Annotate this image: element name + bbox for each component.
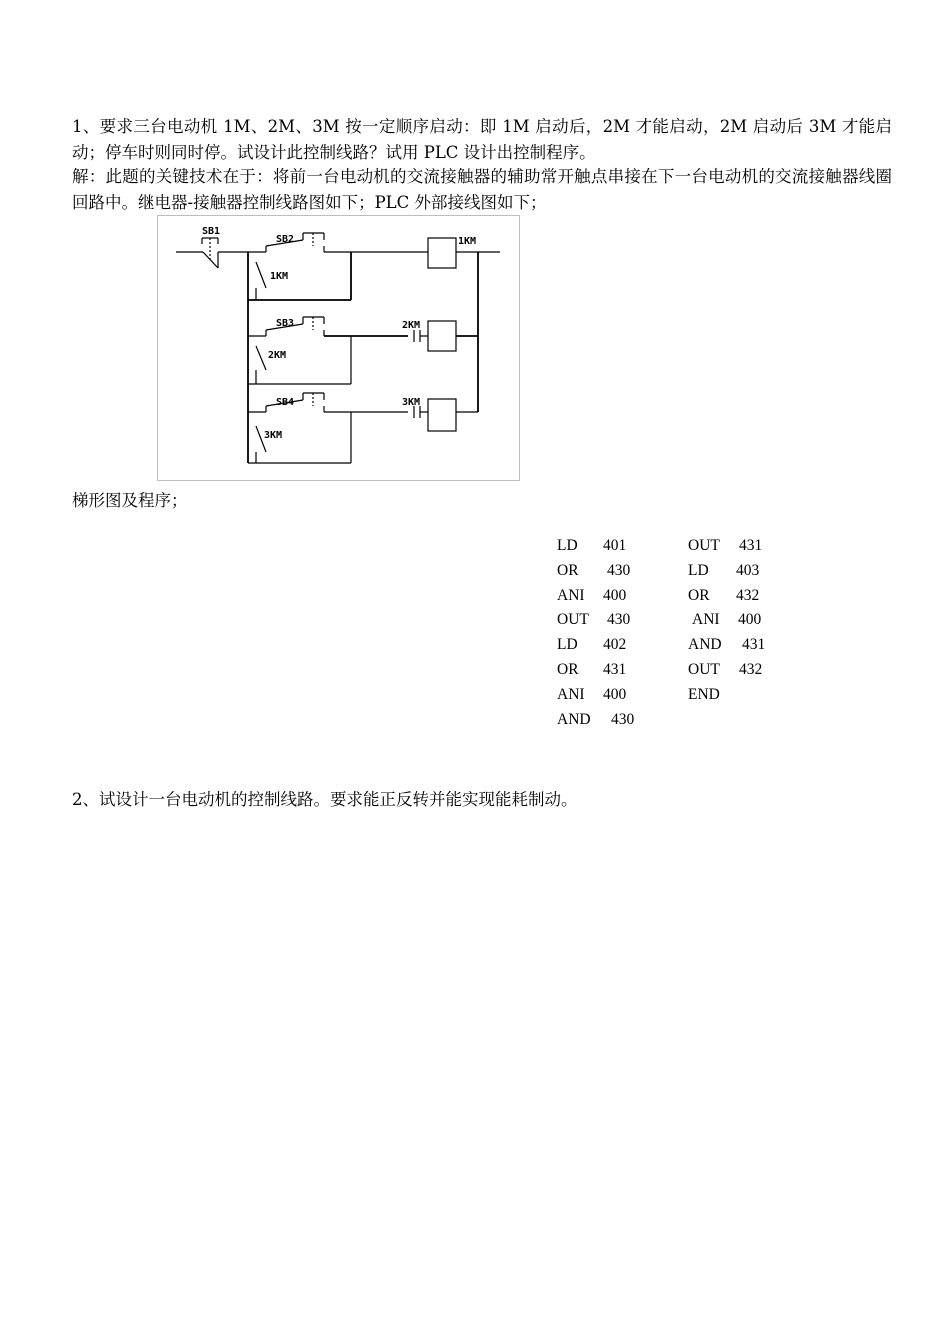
instruction-arg: 432 <box>739 660 763 678</box>
program-line <box>688 633 798 658</box>
instruction-arg: 400 <box>603 685 627 703</box>
instruction-op: OR <box>557 561 579 579</box>
km1-coil-label: 1KM <box>458 236 477 247</box>
instruction-arg: 400 <box>738 611 762 629</box>
km1-contact <box>256 262 266 288</box>
sb3-switch <box>266 317 324 336</box>
instruction-op: OR <box>557 660 579 678</box>
instruction-arg: 430 <box>607 611 631 629</box>
program-line <box>557 658 667 683</box>
instruction-arg: 402 <box>603 636 627 654</box>
program-line <box>688 559 798 584</box>
sb2-label: SB2 <box>276 234 295 245</box>
program-line <box>688 658 798 683</box>
sb4-switch <box>266 393 324 412</box>
instruction-arg: 432 <box>736 586 760 604</box>
km2-coil-label: 2KM <box>402 320 421 331</box>
km3-contact-label: 3KM <box>264 430 283 441</box>
instruction-arg: 401 <box>603 537 627 554</box>
sb1-label: SB1 <box>202 226 221 237</box>
instruction-arg: 403 <box>736 561 760 579</box>
instruction-arg: 430 <box>607 561 631 579</box>
km3-coil-label: 3KM <box>402 397 421 408</box>
program-line <box>688 683 798 708</box>
km2-contact <box>256 346 266 370</box>
instruction-op: ANI <box>692 611 720 629</box>
instruction-op: LD <box>557 636 578 654</box>
instruction-op: LD <box>688 561 709 579</box>
circuit-svg <box>158 216 521 482</box>
program-line <box>557 559 667 584</box>
question-2-text: 2、试设计一台电动机的控制线路。要求能正反转并能实现能耗制动。 <box>72 790 578 809</box>
program-line <box>688 534 798 559</box>
instruction-op: AND <box>688 636 722 654</box>
question-1-text: 1、要求三台电动机 1M、2M、3M 按一定顺序启动：即 1M 启动后，2M 才能启动，2M 启动后 3M 才能启动；停车时则同时停。试设计此控制线路？试用 PLC 设计出控制程序。 <box>72 117 892 162</box>
instruction-op: ANI <box>557 685 585 703</box>
km2-contact-label: 2KM <box>268 350 287 361</box>
instruction-arg: 431 <box>739 537 763 554</box>
instruction-arg: 431 <box>742 636 766 654</box>
km3-coil <box>428 399 456 431</box>
instruction-arg: 400 <box>603 586 627 604</box>
instruction-op: END <box>688 685 720 703</box>
program-line <box>557 608 667 633</box>
program-line <box>557 633 667 658</box>
instruction-op: ANI <box>557 586 585 604</box>
sb1-switch <box>202 238 218 268</box>
sb2-switch <box>266 233 324 252</box>
instruction-op: AND <box>557 710 591 728</box>
ladder-diagram-title: 梯形图及程序； <box>72 491 188 510</box>
program-line <box>557 708 667 733</box>
program-line <box>557 534 667 559</box>
instruction-op: OUT <box>557 611 589 629</box>
instruction-op: OUT <box>688 660 720 678</box>
instruction-op: OR <box>688 586 710 604</box>
program-line <box>557 584 667 609</box>
program-column-2 <box>688 534 798 708</box>
solution-text: 解：此题的关键技术在于：将前一台电动机的交流接触器的辅助常开触点串接在下一台电动机的交流接触器线圈回路中。继电器-接触器控制线路图如下；PLC 外部接线图如下； <box>72 167 892 212</box>
instruction-op: LD <box>557 537 578 554</box>
instruction-op: OUT <box>688 537 720 554</box>
program-line <box>688 608 798 633</box>
instruction-arg: 431 <box>603 660 627 678</box>
instruction-arg: 430 <box>611 710 635 728</box>
program-column-1 <box>557 534 667 732</box>
program-line <box>557 683 667 708</box>
km1-contact-label: 1KM <box>270 271 289 282</box>
km1-coil <box>428 238 456 268</box>
sb4-label: SB4 <box>276 397 295 408</box>
program-line <box>688 584 798 609</box>
relay-contactor-circuit-diagram <box>157 215 520 481</box>
km2-coil <box>428 321 456 351</box>
sb3-label: SB3 <box>276 318 295 329</box>
